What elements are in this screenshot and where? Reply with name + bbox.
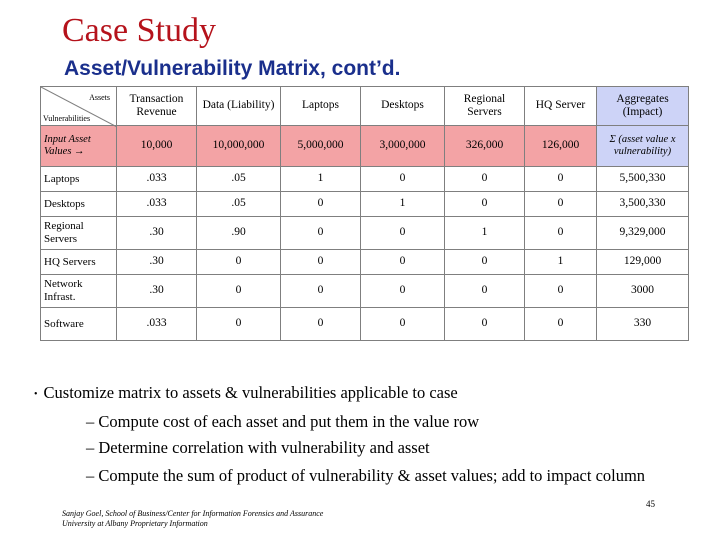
table-cell: 0 [281,250,361,275]
page-number: 45 [646,499,655,509]
table-row [41,308,689,341]
table-cell: 3,000,000 [361,126,445,167]
table-cell: .05 [197,192,281,217]
table-cell: 0 [445,192,525,217]
table-cell: 0 [197,275,281,308]
header-data-liability: Data (Liability) [197,87,281,126]
table-cell: 0 [525,192,597,217]
table-cell: .90 [197,217,281,250]
table-cell: 0 [525,308,597,341]
header-desktops: Desktops [361,87,445,126]
header-hq-server: HQ Server [525,87,597,126]
table-cell: 5,000,000 [281,126,361,167]
aggregate-cell: 5,500,330 [597,167,689,192]
slide-title: Case Study [62,12,216,49]
row-label: Network Infrast. [41,275,117,308]
table-row [41,192,689,217]
aggregate-formula-cell: Σ (asset value x vulnerability) [597,126,689,167]
row-label: HQ Servers [41,250,117,275]
table-cell: 0 [361,250,445,275]
footer-line-2: University at Albany Proprietary Information [62,519,208,529]
table-cell: 1 [281,167,361,192]
header-regional-servers: Regional Servers [445,87,525,126]
table-cell: .033 [117,167,197,192]
table-cell: .033 [117,308,197,341]
header-laptops: Laptops [281,87,361,126]
table-cell: 0 [445,250,525,275]
table-cell: 1 [525,250,597,275]
row-label: Regional Servers [41,217,117,250]
table-cell: 0 [525,217,597,250]
table-cell: 0 [445,308,525,341]
bullet-sub-3: – Compute the sum of product of vulnerability & asset values; add to impact column [86,466,646,485]
table-cell: 1 [445,217,525,250]
table-cell: 326,000 [445,126,525,167]
corner-assets-label: Assets [89,93,110,102]
table-cell: 0 [281,217,361,250]
table-cell: .30 [117,250,197,275]
slide-subtitle: Asset/Vulnerability Matrix, cont’d. [64,57,401,80]
aggregate-cell: 9,329,000 [597,217,689,250]
aggregate-cell: 3000 [597,275,689,308]
table-cell: .033 [117,192,197,217]
header-aggregates: Aggregates (Impact) [597,87,689,126]
row-label: Input Asset Values → [41,126,117,167]
table-cell: 0 [445,275,525,308]
table-row [41,217,689,250]
bullet-main-text: Customize matrix to assets & vulnerabilities applicable to case [43,383,458,402]
header-transaction-revenue: Transaction Revenue [117,87,197,126]
input-asset-values-row [41,126,689,167]
aggregate-cell: 129,000 [597,250,689,275]
table-cell: .30 [117,217,197,250]
aggregate-cell: 330 [597,308,689,341]
row-label: Laptops [41,167,117,192]
bullet-main [34,383,458,403]
table-cell: 126,000 [525,126,597,167]
table-row [41,167,689,192]
table-cell: .05 [197,167,281,192]
table-cell: 0 [361,308,445,341]
table-cell: 0 [361,217,445,250]
row-label: Desktops [41,192,117,217]
table-cell: 1 [361,192,445,217]
table-cell: 0 [525,275,597,308]
table-cell: 0 [525,167,597,192]
table-cell: 10,000,000 [197,126,281,167]
bullet-sub-2: – Determine correlation with vulnerability and asset [86,438,430,457]
table-cell: 0 [361,167,445,192]
table-cell: 0 [197,250,281,275]
bullet-dot-icon: • [34,388,38,400]
table-cell: 0 [281,275,361,308]
footer [62,509,323,530]
bullet-list [34,383,646,485]
table-cell: 0 [281,192,361,217]
table-cell: 0 [361,275,445,308]
asset-vulnerability-matrix [40,86,689,341]
table-cell: .30 [117,275,197,308]
table-cell: 0 [197,308,281,341]
header-row [41,87,689,126]
table-row [41,275,689,308]
bullet-sub-1: – Compute cost of each asset and put them in the value row [86,412,480,431]
corner-vulnerabilities-label: Vulnerabilities [43,113,91,123]
aggregate-cell: 3,500,330 [597,192,689,217]
corner-cell [41,87,117,126]
footer-line-1: Sanjay Goel, School of Business/Center for Information Forensics and Assurance [62,509,324,518]
table-row [41,250,689,275]
table-cell: 0 [281,308,361,341]
row-label: Software [41,308,117,341]
table-cell: 0 [445,167,525,192]
table-cell: 10,000 [117,126,197,167]
